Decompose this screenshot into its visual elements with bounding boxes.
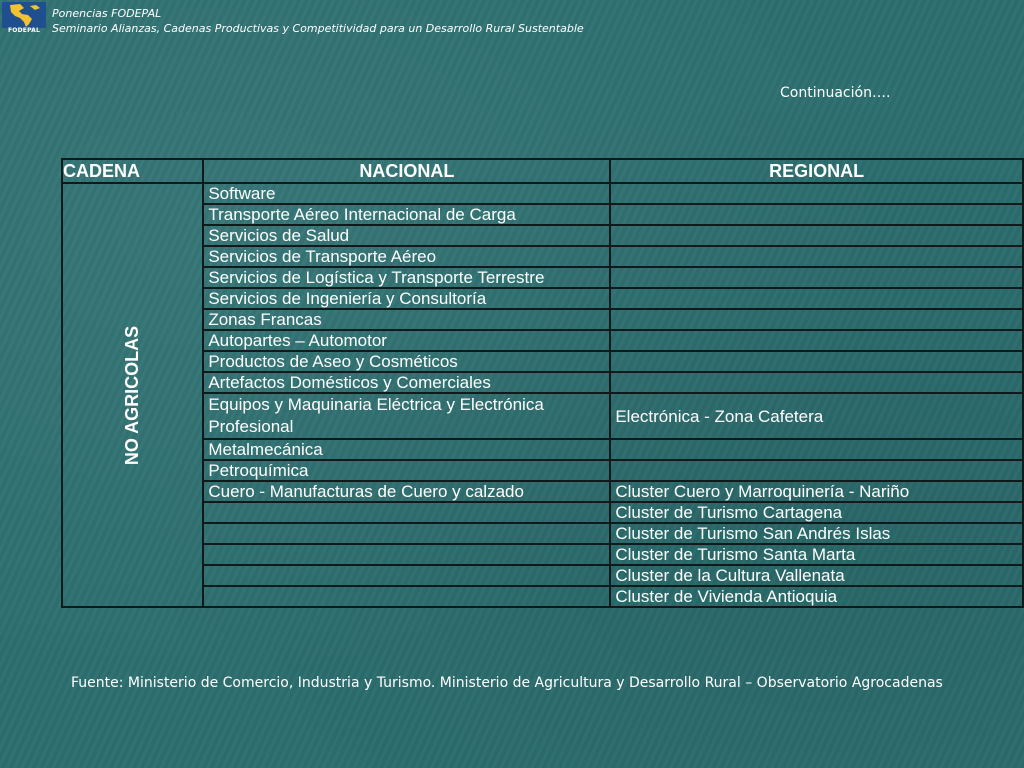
table-row: [62, 393, 1023, 439]
table-row: [62, 565, 1023, 586]
regional-cell: Cluster de Vivienda Antioquia: [610, 586, 1023, 607]
table-row: [62, 183, 1023, 204]
nacional-cell: Petroquímica: [203, 460, 610, 481]
header-line-2: Seminario Alianzas, Cadenas Productivas y Competitividad para un Desarrollo Rural Sustentable: [52, 22, 584, 35]
nacional-cell: Productos de Aseo y Cosméticos: [203, 351, 610, 372]
nacional-cell: Equipos y Maquinaria Eléctrica y Electrónica Profesional: [203, 393, 610, 439]
nacional-cell: Servicios de Transporte Aéreo: [203, 246, 610, 267]
nacional-cell: Autopartes – Automotor: [203, 330, 610, 351]
nacional-cell: Artefactos Domésticos y Comerciales: [203, 372, 610, 393]
regional-cell: [610, 225, 1023, 246]
header-regional: REGIONAL: [610, 159, 1023, 183]
regional-cell: Cluster de la Cultura Vallenata: [610, 565, 1023, 586]
table-row: [62, 439, 1023, 460]
americas-map-icon: [2, 2, 46, 28]
source-note: Fuente: Ministerio de Comercio, Industria y Turismo. Ministerio de Agricultura y Desarrollo Rural – Observatorio Agrocadenas: [71, 675, 943, 691]
chains-table: [61, 158, 1024, 608]
regional-cell: [610, 439, 1023, 460]
table-row: [62, 460, 1023, 481]
table-row: [62, 204, 1023, 225]
regional-cell: Cluster Cuero y Marroquinería - Nariño: [610, 481, 1023, 502]
nacional-cell: Cuero - Manufacturas de Cuero y calzado: [203, 481, 610, 502]
group-label-cell: [62, 183, 203, 607]
regional-cell: [610, 246, 1023, 267]
table-row: [62, 288, 1023, 309]
nacional-cell: [203, 586, 610, 607]
header-nacional: NACIONAL: [203, 159, 610, 183]
table-row: [62, 246, 1023, 267]
nacional-cell: Servicios de Logística y Transporte Terrestre: [203, 267, 610, 288]
table-row: [62, 523, 1023, 544]
fodepal-logo: [2, 2, 44, 36]
regional-cell: [610, 267, 1023, 288]
regional-cell: [610, 372, 1023, 393]
table-row: [62, 544, 1023, 565]
table-row: [62, 309, 1023, 330]
regional-cell: [610, 351, 1023, 372]
nacional-cell: Metalmecánica: [203, 439, 610, 460]
regional-cell: [610, 460, 1023, 481]
table-header-row: [62, 159, 1023, 183]
table-body: [62, 183, 1023, 607]
regional-cell: Electrónica - Zona Cafetera: [610, 393, 1023, 439]
nacional-cell: [203, 523, 610, 544]
table-row: [62, 372, 1023, 393]
table-row: [62, 502, 1023, 523]
table-row: [62, 351, 1023, 372]
group-label: NO AGRICOLAS: [122, 325, 143, 465]
regional-cell: [610, 330, 1023, 351]
regional-cell: Cluster de Turismo Cartagena: [610, 502, 1023, 523]
regional-cell: Cluster de Turismo San Andrés Islas: [610, 523, 1023, 544]
table-row: [62, 586, 1023, 607]
table-row: [62, 225, 1023, 246]
chains-table-container: [61, 158, 1024, 608]
regional-cell: Cluster de Turismo Santa Marta: [610, 544, 1023, 565]
nacional-cell: Transporte Aéreo Internacional de Carga: [203, 204, 610, 225]
logo-text: FODEPAL: [8, 27, 40, 34]
nacional-cell: [203, 502, 610, 523]
table-row: [62, 481, 1023, 502]
header-line-1: Ponencias FODEPAL: [52, 7, 162, 20]
header-cadena: CADENA: [62, 159, 203, 183]
regional-cell: [610, 183, 1023, 204]
continuation-label: Continuación….: [780, 85, 891, 101]
nacional-cell: Servicios de Ingeniería y Consultoría: [203, 288, 610, 309]
nacional-cell: Software: [203, 183, 610, 204]
nacional-cell: Zonas Francas: [203, 309, 610, 330]
nacional-cell: [203, 544, 610, 565]
regional-cell: [610, 288, 1023, 309]
table-row: [62, 330, 1023, 351]
nacional-cell: [203, 565, 610, 586]
nacional-cell: Servicios de Salud: [203, 225, 610, 246]
table-row: [62, 267, 1023, 288]
regional-cell: [610, 204, 1023, 225]
regional-cell: [610, 309, 1023, 330]
